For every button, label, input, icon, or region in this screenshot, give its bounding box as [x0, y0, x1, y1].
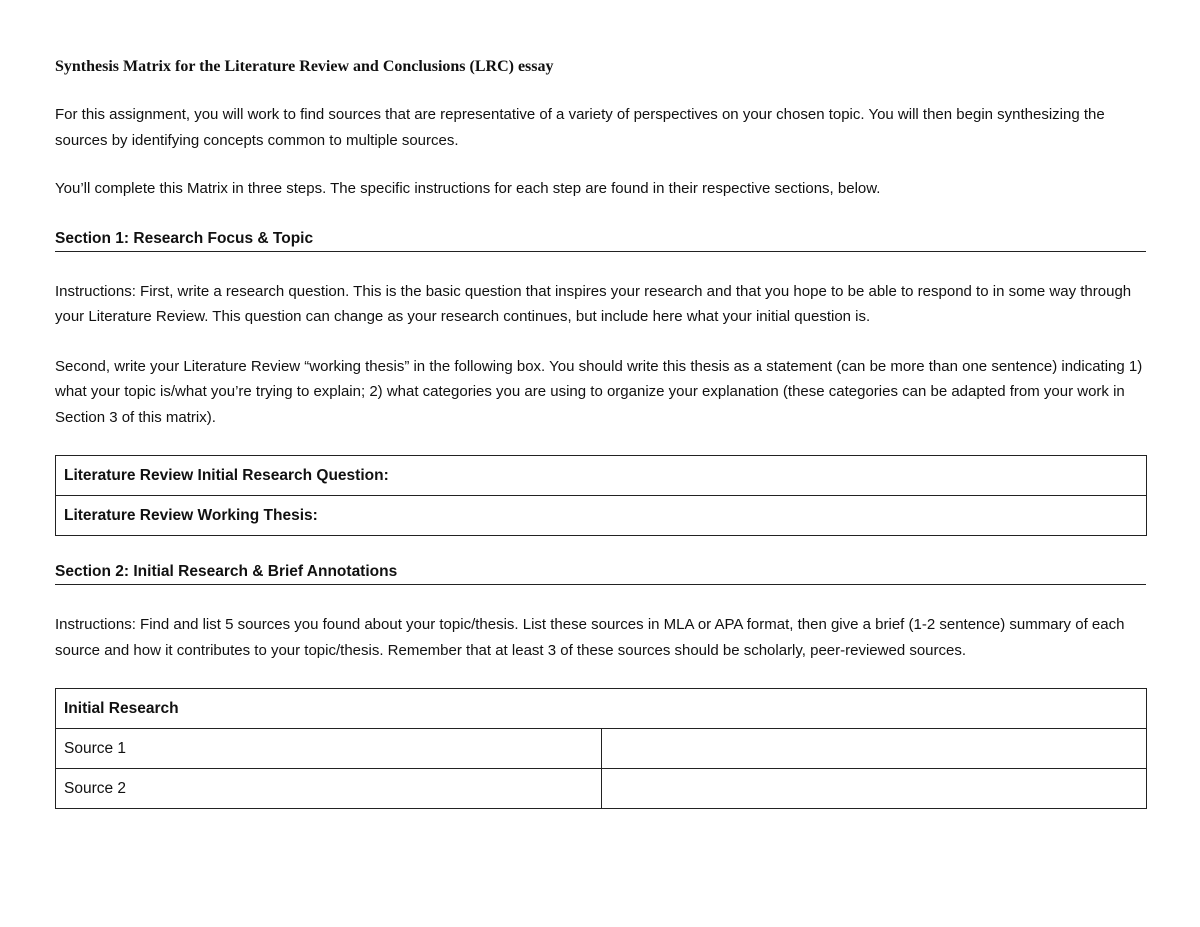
initial-research-header: Initial Research: [56, 689, 1147, 729]
section-2-instructions: Instructions: Find and list 5 sources you found about your topic/thesis. List these sources in MLA or APA format, then give a brief (1-2 sentence) summary of each source and how it contributes to your topic/thesis. Remember that at least 3 of these sources should be scholarly, peer-reviewed sources.: [55, 616, 1125, 659]
document-title: Synthesis Matrix for the Literature Review and Conclusions (LRC) essay: [55, 58, 554, 75]
document-page: [55, 56, 1146, 809]
section-1-instructions: Instructions: First, write a research question. This is the basic question that inspires your research and that you hope to be able to respond to in some way through your Literature Review. This question can change as your research continues, but include here what your initial question is.: [55, 282, 1132, 325]
section-1-thesis-instructions: Second, write your Literature Review “working thesis” in the following box. You should write this thesis as a statement (can be more than one sentence) indicating 1) what your topic is/what you’re trying to explain; 2) what categories you are using to organize your explanation (these categories can be adapted from your work in Section 3 of this matrix).: [55, 357, 1143, 426]
section-2-heading: Section 2: Initial Research & Brief Annotations: [55, 561, 1146, 585]
section-1-heading: Section 1: Research Focus & Topic: [55, 228, 1146, 252]
source-1-label: Source 1: [56, 729, 602, 769]
table-row: [56, 769, 1147, 809]
source-2-field[interactable]: [601, 769, 1147, 809]
table-row: [56, 729, 1147, 769]
literature-review-table: [55, 455, 1147, 536]
source-1-field[interactable]: [601, 729, 1147, 769]
research-question-field[interactable]: Literature Review Initial Research Question:: [56, 456, 1147, 496]
table-row: [56, 496, 1147, 536]
table-row: [56, 456, 1147, 496]
steps-paragraph: You’ll complete this Matrix in three steps. The specific instructions for each step are found in their respective sections, below.: [55, 180, 881, 197]
table-header-row: [56, 689, 1147, 729]
initial-research-table: [55, 688, 1147, 809]
working-thesis-field[interactable]: Literature Review Working Thesis:: [56, 496, 1147, 536]
intro-paragraph: For this assignment, you will work to find sources that are representative of a variety of perspectives on your chosen topic. You will then begin synthesizing the sources by identifying concepts common to multiple sources.: [55, 106, 1105, 149]
source-2-label: Source 2: [56, 769, 602, 809]
